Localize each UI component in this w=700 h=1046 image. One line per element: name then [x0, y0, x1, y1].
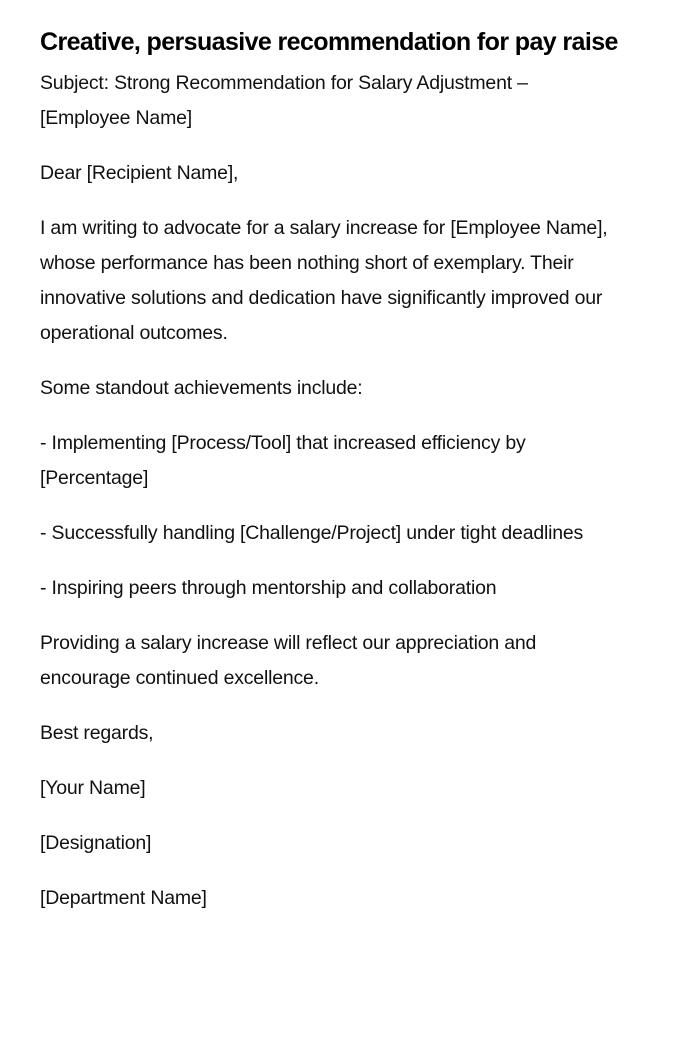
closing-paragraph: Providing a salary increase will reflect our appreciation and encourage continued excellence. — [40, 632, 537, 689]
signature-department: [Department Name] — [40, 887, 207, 909]
body-paragraph: I am writing to advocate for a salary increase for [Employee Name], whose performance has been nothing short of exemplary. Their innovative solutions and dedication have significantly improved our operational outcomes. — [40, 217, 608, 344]
achievement-item: - Inspiring peers through mentorship and collaboration — [40, 577, 497, 599]
achievement-item: - Successfully handling [Challenge/Project] under tight deadlines — [40, 522, 584, 544]
achievements-intro: Some standout achievements include: — [40, 377, 363, 399]
signature-name: [Your Name] — [40, 777, 146, 799]
salutation: Dear [Recipient Name], — [40, 162, 239, 184]
subject-line: Subject: Strong Recommendation for Salary Adjustment – [Employee Name] — [40, 72, 528, 129]
achievement-item: - Implementing [Process/Tool] that increased efficiency by [Percentage] — [40, 432, 526, 489]
signature-designation: [Designation] — [40, 832, 152, 854]
document-title: Creative, persuasive recommendation for pay raise — [40, 28, 618, 56]
sign-off: Best regards, — [40, 722, 154, 744]
